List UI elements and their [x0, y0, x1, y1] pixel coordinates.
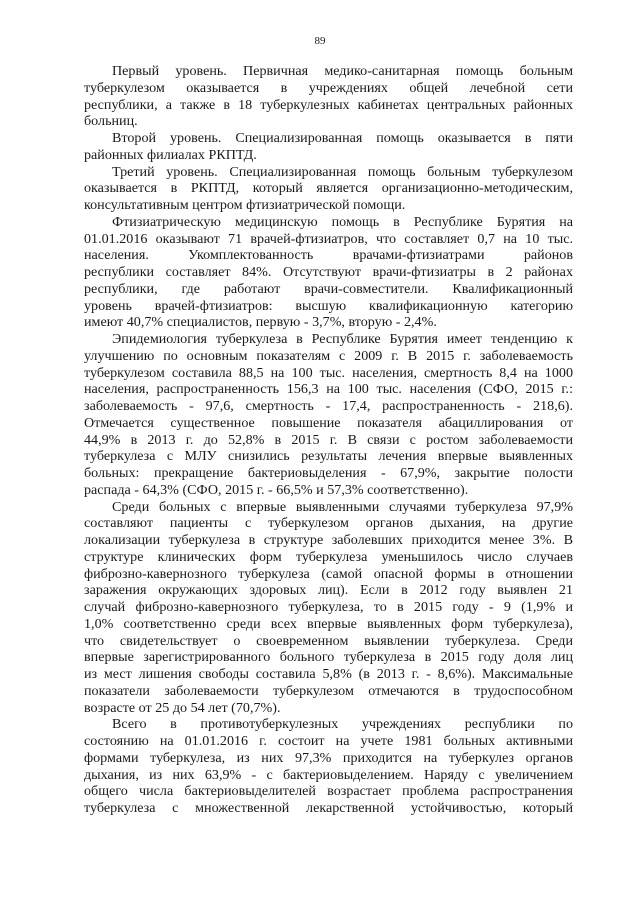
paragraph-line: имеют 40,7% специалистов, первую - 3,7%, вторую - 2,4%. [84, 314, 437, 331]
paragraph-line: улучшению по основным показателям с 2009 г. В 2015 г. заболеваемость [84, 347, 573, 364]
paragraph-line: республики, где работают врачи-совместители. Квалификационный [84, 280, 573, 297]
paragraph-line: показатели заболеваемости туберкулезом отмечаются в трудоспособном [84, 682, 573, 699]
paragraph-line: республики, а также в 18 туберкулезных кабинетах центральных районных [84, 96, 573, 113]
paragraph-line: Всего в противотуберкулезных учреждениях республики по [112, 716, 573, 733]
paragraph [84, 716, 573, 817]
paragraph-line: фиброзно-кавернозного туберкулеза (самой опасной формы в отношении [84, 565, 573, 582]
paragraph-line: населения, распространенность 156,3 на 100 тыс. населения (СФО, 2015 г.: [84, 381, 573, 398]
paragraph-line: Фтизиатрическую медицинскую помощь в Республике Бурятия на [112, 213, 573, 230]
page-number: 89 [314, 35, 326, 47]
paragraph-line: Первый уровень. Первичная медико-санитарная помощь больным [112, 63, 573, 79]
document-body [84, 63, 573, 817]
paragraph-line: формами туберкулеза, из них 97,3% приходится на туберкулез органов [84, 749, 573, 766]
paragraph [84, 164, 573, 214]
paragraph-line: структуре клинических форм туберкулеза уменьшилось число случаев [84, 548, 573, 565]
paragraph [84, 130, 573, 164]
paragraph-line: из мест лишения свободы составила 5,8% (в 2013 г. - 8,6%). Максимальные [84, 666, 573, 682]
paragraph-line: случай фиброзно-кавернозного туберкулеза, то в 2015 году - 9 (1,9% и [84, 599, 573, 615]
paragraph-line: общего числа бактериовыделителей возрастает проблема распространения [84, 783, 573, 800]
paragraph-line: что свидетельствует о своевременном выявлении туберкулеза. Среди [84, 632, 573, 649]
paragraph-line: 44,9% в 2013 г. до 52,8% в 2015 г. В связи с ростом заболеваемости [84, 431, 573, 448]
paragraph-line: заражения окружающих здоровых лиц). Если в 2012 году выявлен 21 [84, 582, 573, 599]
paragraph-line: состоянию на 01.01.2016 г. состоит на учете 1981 больных активными [84, 733, 573, 749]
paragraph [84, 331, 573, 499]
paragraph-line: впервые зарегистрированного больного туберкулеза в 2015 году доля лиц [84, 649, 573, 666]
paragraph-line: дыхания, из них 63,9% - с бактериовыделением. Наряду с увеличением [84, 766, 573, 783]
paragraph [84, 63, 573, 130]
paragraph-line: Среди больных с впервые выявленными случаями туберкулеза 97,9% [112, 498, 573, 515]
paragraph-line: консультативным центром фтизиатрической помощи. [84, 197, 406, 213]
paragraph-line: населения. Укомплектованность врачами-фтизиатрами районов [84, 247, 573, 264]
paragraph-line: локализации туберкулеза в структуре заболевших приходится менее 3%. В [84, 532, 573, 548]
paragraph-line: туберкулеза с множественной лекарственной устойчивостью, который [84, 800, 573, 816]
paragraph-line: Эпидемиология туберкулеза в Республике Бурятия имеет тенденцию к [112, 331, 573, 347]
paragraph-line: Второй уровень. Специализированная помощь оказывается в пяти [112, 130, 573, 146]
paragraph-line: уровень врачей-фтизиатров: высшую квалификационную категорию [84, 297, 573, 314]
paragraph-line: Третий уровень. Специализированная помощь больным туберкулезом [112, 163, 573, 180]
paragraph [84, 499, 573, 717]
paragraph-line: туберкулеза с МЛУ снизились результаты лечения впервые выявленных [84, 448, 573, 465]
paragraph-line: республики составляет 84%. Отсутствуют врачи-фтизиатры в 2 районах [84, 264, 573, 280]
paragraph-line: распада - 64,3% (СФО, 2015 г. - 66,5% и 57,3% соответственно). [84, 481, 469, 498]
paragraph-line: больных: прекращение бактериовыделения - 67,9%, закрытие полости [84, 465, 573, 481]
paragraph-line: районных филиалах РКПТД. [84, 146, 257, 163]
paragraph-line: больниц. [84, 113, 138, 130]
paragraph-line: туберкулезом оказывается в учреждениях общей лечебной сети [84, 79, 573, 96]
paragraph-line: заболеваемость - 97,6, смертность - 17,4, распространенность - 218,6). [84, 398, 573, 414]
paragraph-line: составляют пациенты с туберкулезом органов дыхания, на другие [84, 515, 573, 532]
paragraph-line: 01.01.2016 оказывают 71 врачей-фтизиатров, что составляет 0,7 на 10 тыс. [84, 230, 573, 247]
paragraph-line: оказывается в РКПТД, который является организационно-методическим, [84, 180, 573, 197]
paragraph-line: возрасте от 25 до 54 лет (70,7%). [84, 699, 281, 716]
paragraph-line: Отмечается существенное повышение показателя абациллирования от [84, 414, 573, 431]
paragraph-line: туберкулезом составила 88,5 на 100 тыс. населения, смертность 8,4 на 1000 [84, 364, 573, 381]
paragraph-line: 1,0% соответственно среди всех впервые выявленных форм туберкулеза), [84, 615, 573, 632]
paragraph [84, 214, 573, 331]
